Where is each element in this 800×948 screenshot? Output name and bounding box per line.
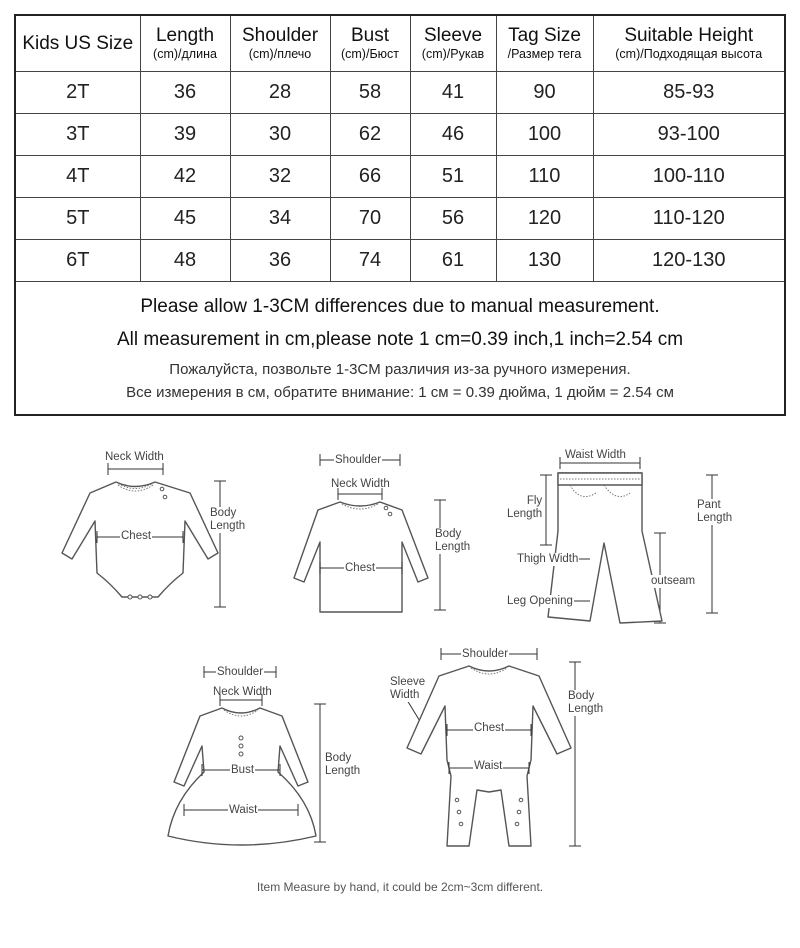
label-pant-length: Pant Length <box>697 499 733 524</box>
cell-height: 110-120 <box>593 198 784 240</box>
label-neck-width: Neck Width <box>213 686 272 698</box>
header-shoulder: Shoulder (cm)/плечо <box>230 16 330 72</box>
cell-height: 93-100 <box>593 114 784 156</box>
label-shoulder: Shoulder <box>335 454 382 466</box>
table-row <box>16 114 784 156</box>
cell-sleeve: 51 <box>410 156 496 198</box>
label-shoulder: Shoulder <box>217 666 264 678</box>
note-en-units: All measurement in cm,please note 1 cm=0.39 inch,1 inch=2.54 cm <box>116 329 684 350</box>
cell-sleeve: 56 <box>410 198 496 240</box>
label-body-length: Body Length <box>435 528 471 553</box>
label-leg-opening: Leg Opening <box>507 595 573 607</box>
label-neck-width: Neck Width <box>331 478 390 490</box>
cell-tag-size: 110 <box>496 156 593 198</box>
note-ru-tolerance: Пожалуйста, позвольте 1-3CM различия из-за ручного измерения. <box>169 361 631 378</box>
table-row <box>16 198 784 240</box>
header-suitable-height: Suitable Height (cm)/Подходящая высота <box>593 16 784 72</box>
cell-length: 42 <box>140 156 230 198</box>
note-en-tolerance: Please allow 1-3CM differences due to manual measurement. <box>140 296 660 317</box>
label-waist: Waist <box>229 804 258 816</box>
measurement-notes <box>16 282 784 402</box>
size-chart-table <box>14 14 786 416</box>
cell-length: 39 <box>140 114 230 156</box>
table-row <box>16 156 784 198</box>
cell-bust: 74 <box>330 240 410 282</box>
cell-height: 85-93 <box>593 72 784 114</box>
cell-shoulder: 32 <box>230 156 330 198</box>
label-chest: Chest <box>474 722 505 734</box>
label-shoulder: Shoulder <box>462 648 509 660</box>
shirt-diagram <box>300 450 490 620</box>
cell-tag-size: 130 <box>496 240 593 282</box>
table-row <box>16 240 784 282</box>
cell-height: 120-130 <box>593 240 784 282</box>
header-length: Length (cm)/длина <box>140 16 230 72</box>
label-thigh-width: Thigh Width <box>517 553 579 565</box>
cell-length: 48 <box>140 240 230 282</box>
cell-shoulder: 28 <box>230 72 330 114</box>
cell-bust: 66 <box>330 156 410 198</box>
dress-diagram <box>170 660 370 850</box>
cell-height: 100-110 <box>593 156 784 198</box>
header-bust: Bust (cm)/Бюст <box>330 16 410 72</box>
note-ru-units: Все измерения в см, обратите внимание: 1 см = 0.39 дюйма, 1 дюйм = 2.54 см <box>126 384 674 401</box>
label-chest: Chest <box>345 562 376 574</box>
label-chest: Chest <box>121 530 152 542</box>
cell-size: 5T <box>16 198 140 240</box>
label-bust: Bust <box>231 764 255 776</box>
cell-size: 2T <box>16 72 140 114</box>
label-waist-width: Waist Width <box>565 449 626 461</box>
cell-bust: 70 <box>330 198 410 240</box>
pants-diagram <box>500 445 760 630</box>
cell-length: 36 <box>140 72 230 114</box>
cell-sleeve: 61 <box>410 240 496 282</box>
label-body-length: Body Length <box>210 507 246 532</box>
label-body-length: Body Length <box>568 690 604 715</box>
header-tag-size: Tag Size /Размер тега <box>496 16 593 72</box>
cell-size: 6T <box>16 240 140 282</box>
bodysuit-diagram <box>50 445 260 615</box>
header-sleeve: Sleeve (cm)/Рукав <box>410 16 496 72</box>
cell-shoulder: 36 <box>230 240 330 282</box>
cell-sleeve: 46 <box>410 114 496 156</box>
cell-size: 4T <box>16 156 140 198</box>
label-body-length: Body Length <box>325 752 361 777</box>
header-kids-us-size: Kids US Size <box>16 16 140 72</box>
label-neck-width: Neck Width <box>105 451 164 463</box>
label-fly-length: Fly Length <box>507 495 543 520</box>
label-waist: Waist <box>474 760 503 772</box>
table-row <box>16 72 784 114</box>
cell-bust: 58 <box>330 72 410 114</box>
cell-sleeve: 41 <box>410 72 496 114</box>
cell-length: 45 <box>140 198 230 240</box>
table-header-row <box>16 16 784 72</box>
romper-illustration <box>385 640 625 855</box>
cell-tag-size: 90 <box>496 72 593 114</box>
cell-shoulder: 30 <box>230 114 330 156</box>
cell-tag-size: 120 <box>496 198 593 240</box>
romper-diagram <box>385 640 625 855</box>
cell-size: 3T <box>16 114 140 156</box>
cell-bust: 62 <box>330 114 410 156</box>
cell-tag-size: 100 <box>496 114 593 156</box>
label-sleeve-width: Sleeve Width <box>390 676 426 701</box>
footer-note: Item Measure by hand, it could be 2cm~3cm different. <box>256 880 544 894</box>
label-outseam: outseam <box>651 575 696 587</box>
cell-shoulder: 34 <box>230 198 330 240</box>
